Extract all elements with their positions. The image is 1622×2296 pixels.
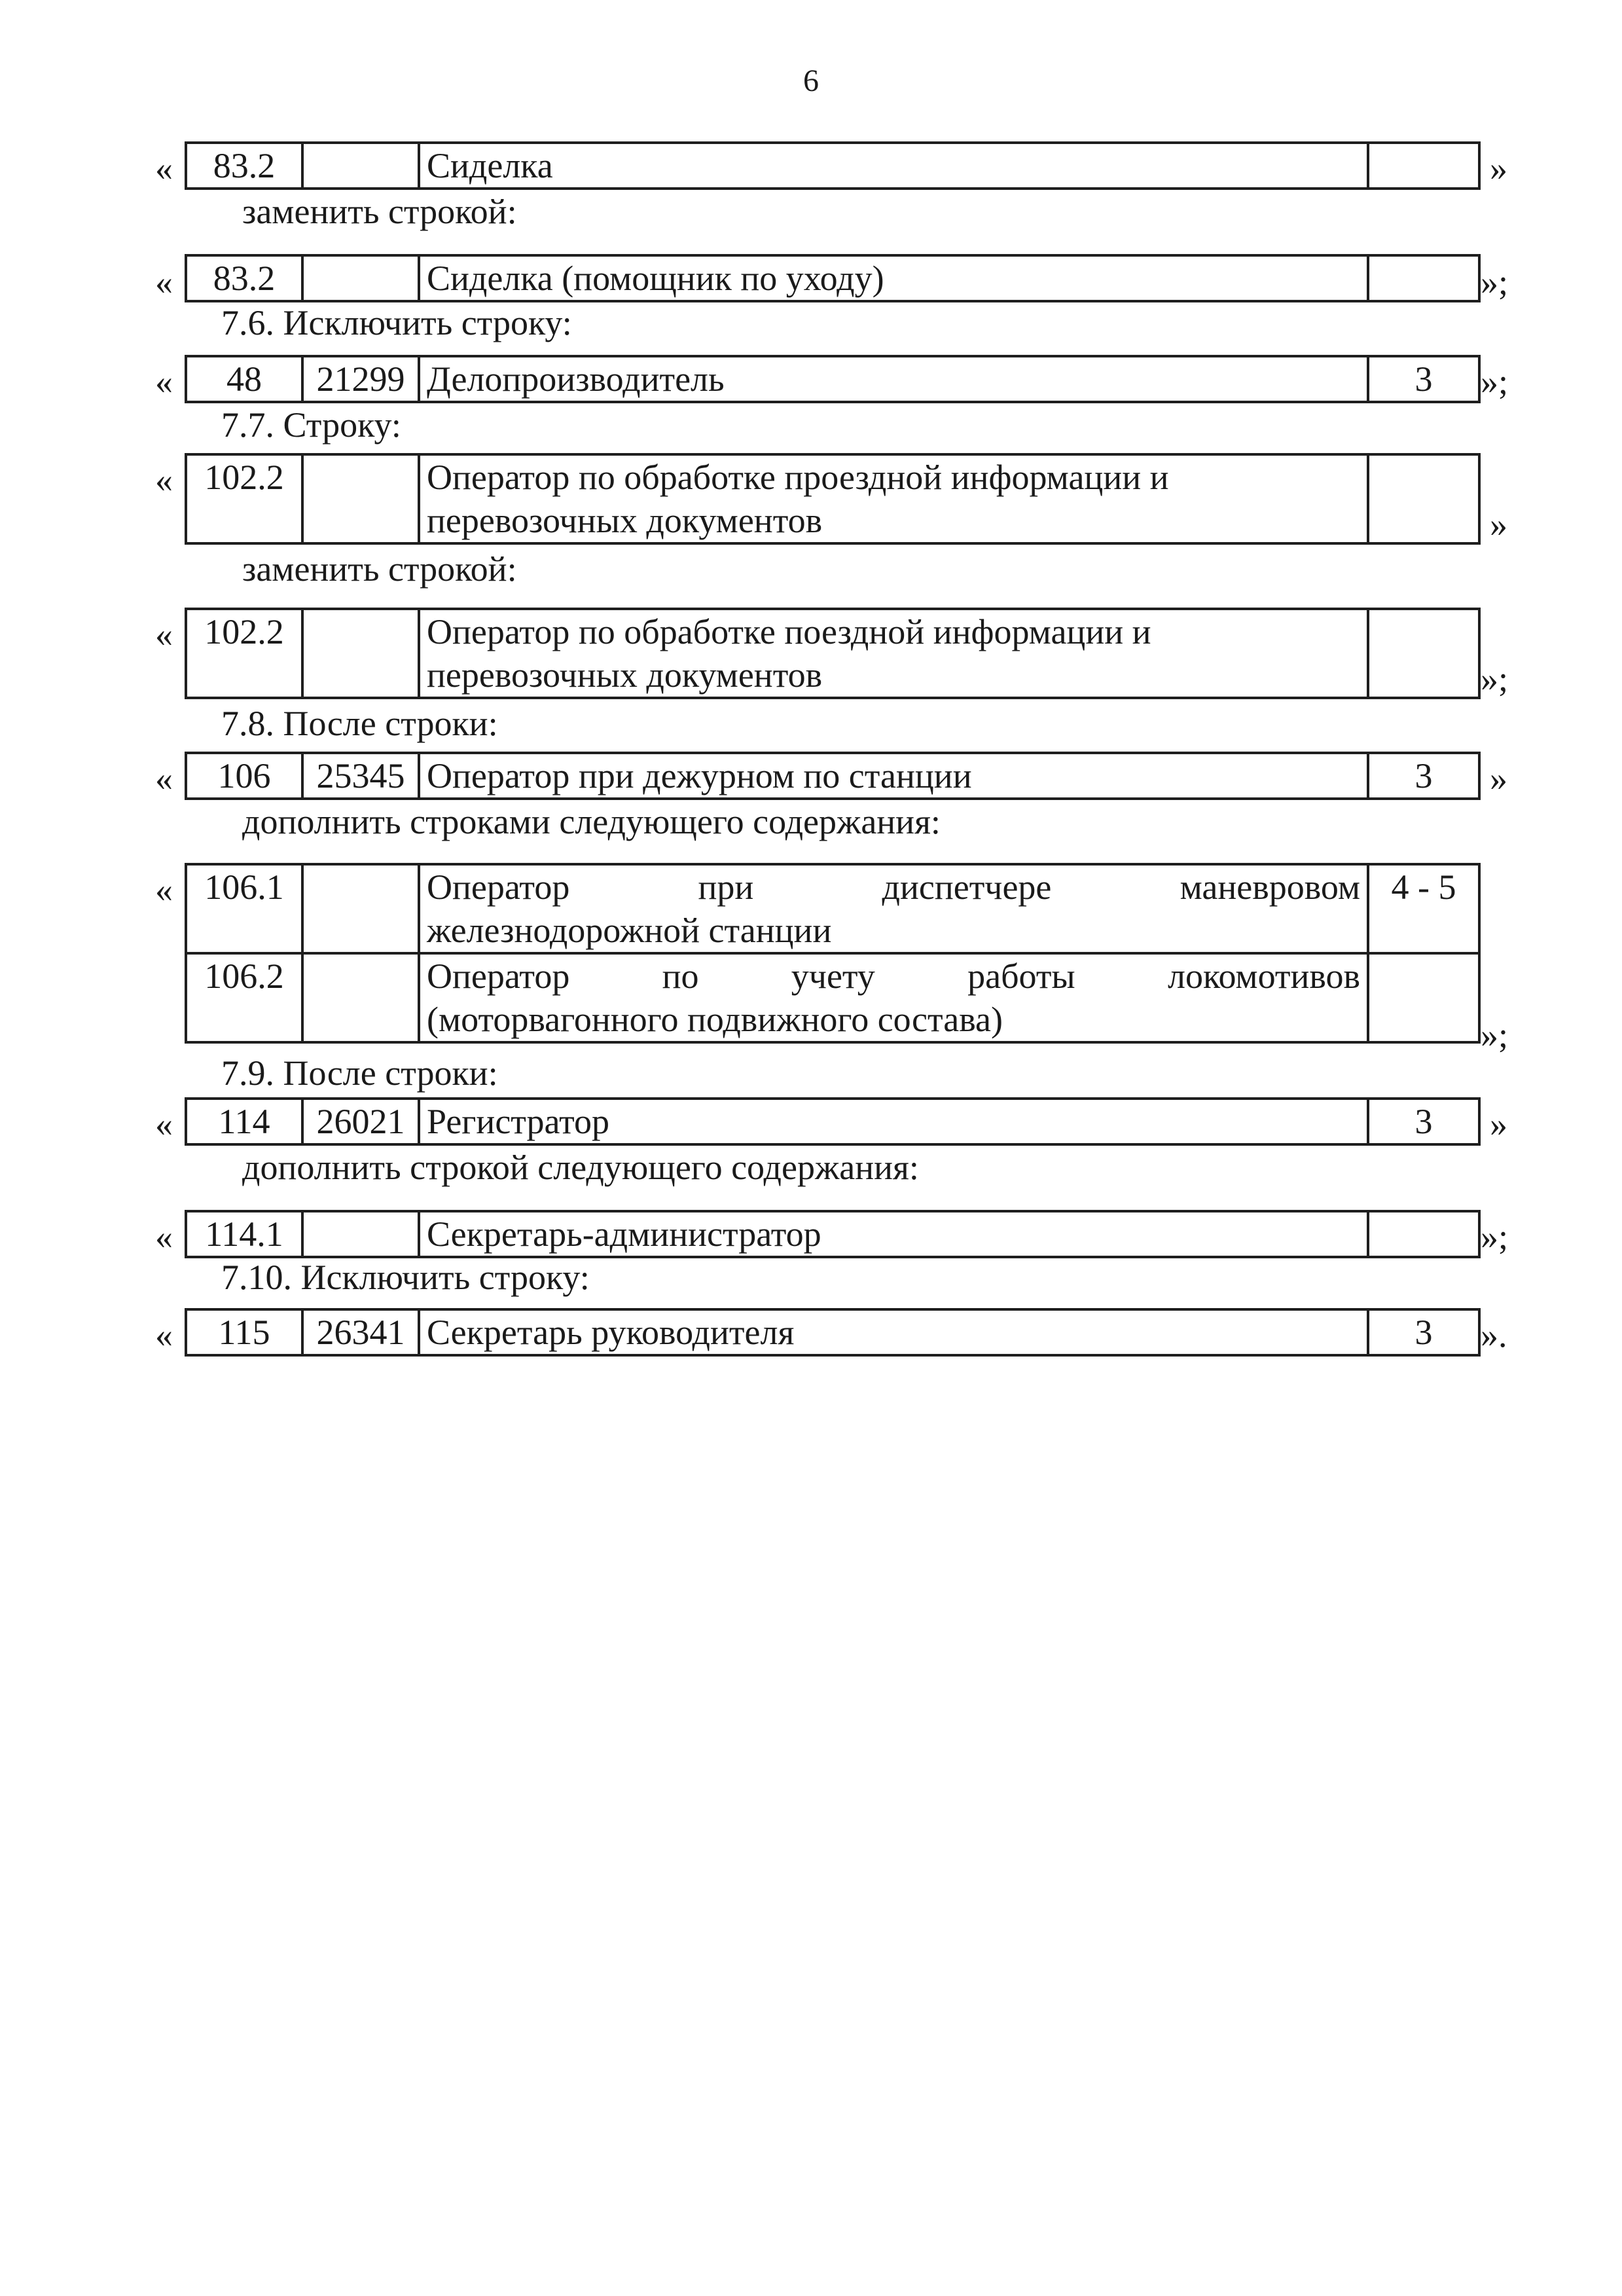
closing-quote: »; — [1481, 1217, 1509, 1256]
opening-quote: « — [155, 1315, 173, 1355]
amendment-table-row-115 — [185, 1308, 1481, 1357]
row-grade-cell — [1368, 454, 1479, 543]
instruction-text: 7.7. Строку: — [221, 405, 401, 445]
closing-quote: »; — [1481, 1015, 1509, 1055]
row-grade-cell: 3 — [1368, 1309, 1479, 1355]
row-name-cell: Оператор при дежурном по станции — [419, 753, 1368, 799]
row-code-cell: 21299 — [302, 356, 419, 402]
row-number-cell: 83.2 — [186, 143, 302, 189]
row-grade-cell: 3 — [1368, 1099, 1479, 1144]
closing-quote: »; — [1481, 659, 1509, 699]
table-row — [186, 356, 1479, 402]
instruction-text: 7.9. После строки: — [221, 1053, 498, 1093]
row-number-cell: 106.1 — [186, 864, 302, 953]
row-grade-cell — [1368, 609, 1479, 698]
amendment-table-row-106 — [185, 752, 1481, 800]
row-number-cell: 106.2 — [186, 953, 302, 1042]
row-name-cell — [419, 953, 1368, 1042]
amendment-table-row-102-2-new — [185, 608, 1481, 699]
row-name-cell: Сиделка (помощник по уходу) — [419, 255, 1368, 301]
table-row — [186, 454, 1479, 543]
closing-quote: ». — [1481, 1315, 1507, 1355]
row-grade-cell — [1368, 255, 1479, 301]
row-number-cell: 106 — [186, 753, 302, 799]
closing-quote: »; — [1481, 362, 1509, 401]
row-grade-cell: 3 — [1368, 356, 1479, 402]
opening-quote: « — [155, 362, 173, 401]
opening-quote: « — [155, 263, 173, 302]
row-code-cell — [302, 864, 419, 953]
row-name-line: перевозочных документов — [427, 655, 823, 695]
instruction-text: дополнить строками следующего содержания: — [242, 802, 941, 841]
row-grade-cell: 4 - 5 — [1368, 864, 1479, 953]
table-row — [186, 143, 1479, 189]
row-name-line: Оператор по обработке проездной информации и — [427, 458, 1169, 497]
row-number-cell: 102.2 — [186, 609, 302, 698]
opening-quote: « — [155, 460, 173, 500]
closing-quote: » — [1490, 759, 1507, 798]
row-name-cell — [419, 609, 1368, 698]
row-number-cell: 114.1 — [186, 1211, 302, 1257]
row-code-cell: 26341 — [302, 1309, 419, 1355]
row-name-line: Оператор по учету работы локомотивов — [427, 957, 1360, 996]
table-row — [186, 1099, 1479, 1144]
closing-quote: »; — [1481, 263, 1509, 302]
row-name-cell: Сиделка — [419, 143, 1368, 189]
opening-quote: « — [155, 1104, 173, 1144]
row-name-line: Оператор по обработке поездной информации и — [427, 612, 1151, 651]
page-number: 6 — [803, 64, 819, 98]
row-name-cell — [419, 454, 1368, 543]
row-name-cell — [419, 864, 1368, 953]
instruction-text: 7.8. После строки: — [221, 704, 498, 743]
row-number-cell: 48 — [186, 356, 302, 402]
amendment-table-row-102-2-old — [185, 453, 1481, 545]
opening-quote: « — [155, 1217, 173, 1256]
amendment-table-row-48 — [185, 355, 1481, 403]
amendment-table-row-114 — [185, 1097, 1481, 1146]
instruction-text: 7.10. Исключить строку: — [221, 1258, 590, 1297]
row-number-cell: 102.2 — [186, 454, 302, 543]
row-grade-cell: 3 — [1368, 753, 1479, 799]
row-code-cell: 26021 — [302, 1099, 419, 1144]
table-row — [186, 255, 1479, 301]
instruction-text: 7.6. Исключить строку: — [221, 303, 572, 342]
closing-quote: » — [1490, 505, 1507, 544]
row-number-cell: 114 — [186, 1099, 302, 1144]
row-code-cell — [302, 143, 419, 189]
row-grade-cell — [1368, 1211, 1479, 1257]
instruction-text: дополнить строкой следующего содержания: — [242, 1148, 919, 1187]
row-code-cell — [302, 953, 419, 1042]
row-name-line: перевозочных документов — [427, 501, 823, 540]
opening-quote: « — [155, 149, 173, 188]
opening-quote: « — [155, 759, 173, 798]
row-name-cell: Регистратор — [419, 1099, 1368, 1144]
table-row — [186, 953, 1479, 1042]
row-grade-cell — [1368, 953, 1479, 1042]
row-name-line: (моторвагонного подвижного состава) — [427, 1000, 1003, 1039]
row-number-cell: 83.2 — [186, 255, 302, 301]
row-code-cell — [302, 255, 419, 301]
opening-quote: « — [155, 615, 173, 654]
row-grade-cell — [1368, 143, 1479, 189]
instruction-text: заменить строкой: — [242, 549, 517, 589]
row-code-cell: 25345 — [302, 753, 419, 799]
row-code-cell — [302, 609, 419, 698]
row-name-line: Оператор при диспетчере маневровом — [427, 867, 1360, 907]
table-row — [186, 1309, 1479, 1355]
table-row — [186, 1211, 1479, 1257]
closing-quote: » — [1490, 149, 1507, 188]
amendment-table-row-114-1 — [185, 1210, 1481, 1258]
row-name-cell: Секретарь руководителя — [419, 1309, 1368, 1355]
amendment-table-row-83-2-new — [185, 254, 1481, 302]
instruction-text: заменить строкой: — [242, 192, 517, 231]
row-name-cell: Секретарь-администратор — [419, 1211, 1368, 1257]
table-row — [186, 864, 1479, 953]
row-name-line: железнодорожной станции — [427, 911, 832, 950]
table-row — [186, 609, 1479, 698]
row-name-cell: Делопроизводитель — [419, 356, 1368, 402]
amendment-table-rows-106-1-106-2 — [185, 863, 1481, 1044]
row-number-cell: 115 — [186, 1309, 302, 1355]
row-code-cell — [302, 1211, 419, 1257]
table-row — [186, 753, 1479, 799]
closing-quote: » — [1490, 1104, 1507, 1144]
row-code-cell — [302, 454, 419, 543]
amendment-table-row-83-2-old — [185, 141, 1481, 190]
opening-quote: « — [155, 870, 173, 909]
